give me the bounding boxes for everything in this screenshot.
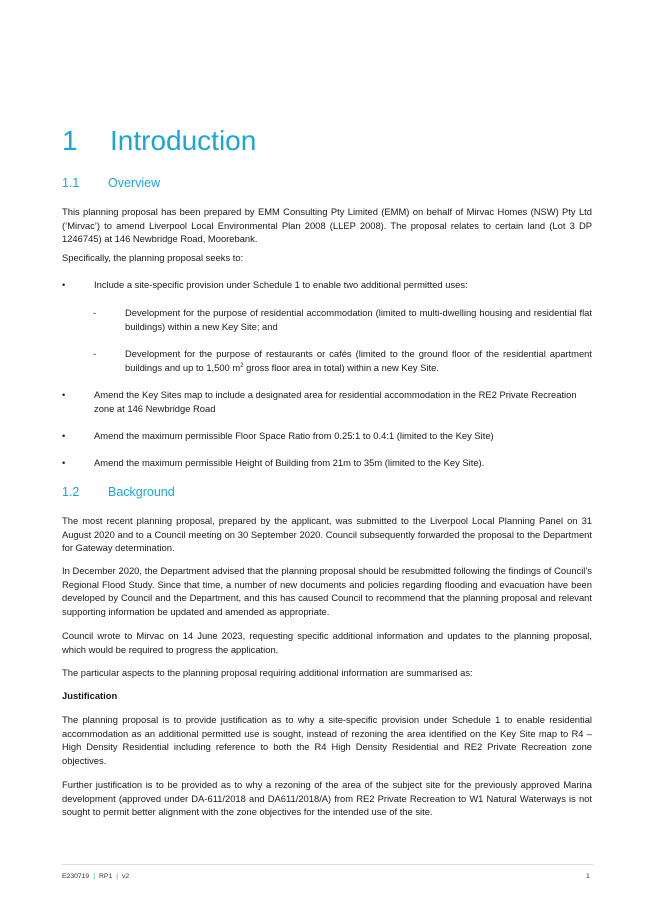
- sub-bullet-text-start: Development for the purpose of restaurants or cafés (limited to the ground floor of the residential apartment buildings and up to 1,500 m: [125, 348, 592, 373]
- footer-doc-id: E230719: [62, 873, 90, 880]
- footer-report: RP1: [98, 873, 113, 880]
- superscript: 2: [240, 362, 244, 369]
- background-paragraph: In December 2020, the Department advised that the planning proposal should be resubmitted following the findings of Council’s Regional Flood Study. Since that time, a number of new documents and policies regarding flooding and evacuation have been developed by Council and the Department, and this has caused Council to recommend that the planning proposal and relevant supporting information be updated and amended as appropriate.: [62, 565, 592, 617]
- footer-divider: [62, 864, 593, 865]
- subsection-title: Background: [108, 485, 175, 499]
- bullet-mark: •: [62, 457, 66, 468]
- justification-heading: Justification: [62, 690, 118, 701]
- subsection-number: 1.2: [62, 485, 80, 499]
- overview-seeks-paragraph: Specifically, the planning proposal seeks to:: [62, 252, 244, 263]
- section-title: Introduction: [110, 125, 257, 156]
- subsection-number: 1.1: [62, 176, 80, 190]
- footer-separator: |: [93, 873, 95, 880]
- subsection-heading-background: [62, 484, 175, 500]
- background-paragraph: Council wrote to Mirvac on 14 June 2023, requesting specific additional information and updates to the planning proposal, which would be required to progress the application.: [62, 630, 592, 655]
- bullet-item: Amend the maximum permissible Height of Building from 21m to 35m (limited to the Key Site).: [94, 457, 485, 468]
- sub-bullet-item: Development for the purpose of residential accommodation (limited to multi-dwelling housing and residential flat buildings) within a new Key Site; and: [125, 307, 592, 332]
- overview-intro-paragraph: This planning proposal has been prepared by EMM Consulting Pty Limited (EMM) on behalf of Mirvac Homes (NSW) Pty Ltd (‘Mirvac’) to amend Liverpool Local Environmental Plan 2008 (LLEP 2008). The proposal relates to certain land (Lot 3 DP 1246745) at 146 Newbridge Road, Moorebank.: [62, 206, 592, 245]
- sub-bullet-mark: -: [93, 348, 97, 359]
- subsection-heading-overview: [62, 175, 160, 191]
- bullet-mark: •: [62, 430, 66, 441]
- bullet-mark: •: [62, 389, 66, 400]
- section-heading: [62, 124, 256, 158]
- sub-bullet-text-end: gross floor area in total) within a new Key Site.: [243, 361, 439, 373]
- bullet-item: Amend the Key Sites map to include a designated area for residential accommodation in the RE2 Private Recreation zone at 146 Newbridge Road: [94, 389, 577, 414]
- footer-page-number: 1: [586, 873, 590, 880]
- section-number: 1: [62, 125, 78, 156]
- footer-separator: |: [116, 873, 118, 880]
- footer-version: v2: [121, 873, 130, 880]
- justification-paragraph: Further justification is to be provided as to why a rezoning of the area of the subject site for the previously approved Marina development (approved under DA-611/2018 and DA611/2018/A) from RE2 Private Recreation to W1 Natural Waterways is not sought to permit better alignment with the zone objectives for the intended use of the site.: [62, 779, 592, 818]
- sub-bullet-mark: -: [93, 307, 97, 318]
- bullet-item: Include a site-specific provision under Schedule 1 to enable two additional permitted uses:: [94, 279, 468, 290]
- background-paragraph: The particular aspects to the planning proposal requiring additional information are summarised as:: [62, 667, 473, 678]
- justification-paragraph: The planning proposal is to provide justification as to why a site-specific provision under Schedule 1 to enable residential accommodation as an additional permitted use is sought, instead of rezoning the area identified on the Key Site map to R4 – High Density Residential including reference to both the R4 High Density Residential and RE2 Private Recreation zone objectives.: [62, 714, 592, 766]
- subsection-title: Overview: [108, 176, 161, 190]
- bullet-mark: •: [62, 279, 66, 290]
- footer-document-reference: [62, 872, 129, 881]
- sub-bullet-item: [125, 347, 592, 374]
- bullet-item: Amend the maximum permissible Floor Space Ratio from 0.25:1 to 0.4:1 (limited to the Key Site): [94, 430, 494, 441]
- background-paragraph: The most recent planning proposal, prepared by the applicant, was submitted to the Liverpool Local Planning Panel on 31 August 2020 and to a Council meeting on 30 September 2020. Council subsequently forwarded the proposal to the Department for Gateway determination.: [62, 515, 592, 554]
